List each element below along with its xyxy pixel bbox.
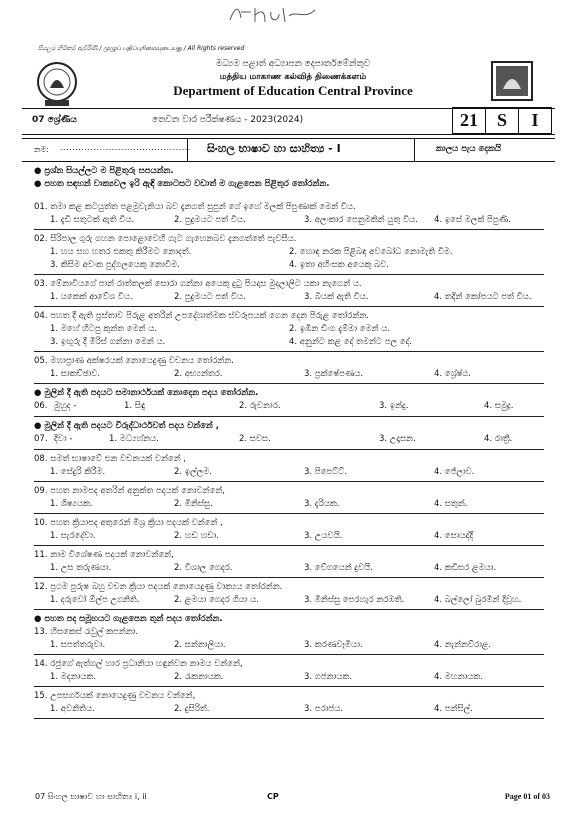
exam-info-bar — [22, 108, 555, 135]
question-text: රජුගේ ඇත්ගල් හාර ප්‍රධානියා හඳුන්වන නාමය වන්නේ, — [50, 659, 243, 669]
option-4[interactable]: 4. සොයද්දී — [434, 531, 474, 541]
option-4[interactable]: 4. මහනායක. — [434, 672, 484, 682]
option-1[interactable]: 1. සිඳු — [124, 401, 146, 411]
instruction-1: ● ප්‍රශ්න සියල්ලට ම පිළිතුරු සපයන්න. — [34, 166, 174, 176]
option-3[interactable]: 3. පරාජය. — [304, 704, 344, 714]
option-3[interactable]: 3. ගජනායක. — [304, 672, 353, 682]
option-1[interactable]: 1. දැඩි සතුටක් ඇති විය. — [50, 215, 135, 225]
question-number: 08. — [34, 454, 48, 464]
question-number: 05. — [34, 356, 48, 366]
option-2[interactable]: 2. විශාල ගෙදර. — [174, 563, 233, 573]
option-3[interactable]: 3. දැරියක. — [304, 499, 340, 509]
option-4[interactable]: 4. ජේලාව. — [434, 467, 475, 477]
option-3[interactable]: 3. ඉන්දු. — [379, 401, 409, 411]
question-02 — [34, 234, 544, 275]
option-3[interactable]: 3. මිනිස්සු පෙරහැර නරඹති. — [304, 595, 405, 605]
question-03 — [34, 279, 544, 307]
option-2[interactable]: 2. දුසිරිත්. — [174, 704, 210, 714]
question-text: හිසකෙස් රැවුල් කපන්නා. — [50, 627, 139, 637]
question-text: තමා කළ කටයුත්ත පළමුවැනියා බව දැනගත් සුපුන් ගේ ඉහේ මලක් පිපුණාක් මෙන් විය. — [50, 202, 356, 212]
dept-english: Department of Education Central Province — [173, 83, 413, 98]
question-number: 01. — [34, 202, 48, 212]
question-04 — [34, 311, 544, 352]
exam-title: තෙවන වාර පරීක්ෂණය - 2023(2024) — [152, 115, 304, 125]
question-08 — [34, 454, 544, 482]
dept-sinhala: මධ්‍යම පළාත් අධ්‍යාපන දෙපාර්තමේන්තුව — [215, 59, 371, 69]
option-2[interactable]: 2. හඩ හඩා. — [174, 531, 219, 541]
question-word: මුහුද - — [54, 401, 77, 411]
question-text: මේනාවියගේ පාන් රාත්තලක් සොරා ගන්නා අයෙකු දුටු පියදාස මුදලාලිට යකා නැගෙන් ය. — [50, 279, 362, 289]
option-2[interactable]: 2. ඉල්ලම. — [174, 467, 212, 477]
question-word: දිවා - — [54, 434, 73, 444]
option-4[interactable]: 4. කඩිසර ළමයා. — [434, 563, 497, 573]
option-1[interactable]: 1. මහේ හිටපු කුන්ත මෙන් ය. — [50, 324, 158, 334]
option-2[interactable]: 2. මිනිස්සු. — [174, 499, 213, 509]
option-2[interactable]: 2. සන්නාලියා. — [174, 640, 226, 650]
instruction-2: ● පහත සඳහන් වාක්‍යවල ඉරි ඇඳි කොටසට වඩාත් ම ගැළපෙන පිළිතුර තෝරන්න. — [34, 179, 330, 189]
question-11 — [34, 550, 544, 578]
question-text: සමත් භාෂාවේ එන වචනයක් වන්නේ , — [50, 454, 187, 464]
question-05 — [34, 356, 544, 384]
question-09 — [34, 486, 544, 514]
question-text: ප්‍රථම පුරුෂ බහු වචන ක්‍රියා පදයක් නොයෙදුණු වාක්‍යය තෝරන්න. — [50, 582, 283, 592]
question-12 — [34, 582, 544, 610]
department-heading — [150, 58, 436, 97]
option-4[interactable]: 4. තදින් කෝපයට පත් විය. — [434, 292, 532, 302]
option-1[interactable]: 1. සේදුරි කිරීම. — [50, 467, 106, 477]
instruction-synonym: ● මුලින් දී ඇති පදයට සමානාර්ථයක් නොදෙන පදය තෝරන්න. — [34, 388, 259, 398]
question-number: 03. — [34, 279, 48, 289]
option-1[interactable]: 1. සාකච්ඡාව. — [50, 369, 101, 379]
paper-code — [452, 107, 552, 134]
footer-province: CP — [267, 792, 279, 801]
option-3[interactable]: 3. වේගයෙන් දුවයි. — [304, 563, 373, 573]
question-number: 12. — [34, 582, 48, 592]
option-2[interactable]: 2. පුදුමයට පත් විය. — [174, 215, 246, 225]
option-4[interactable]: 4. ඉසේ මලක් පිපුණි. — [434, 215, 511, 225]
handwritten-mark — [225, 2, 320, 26]
option-1[interactable]: 1. උස තරුණයා. — [50, 563, 112, 573]
question-number: 02. — [34, 234, 48, 244]
option-4[interactable]: 4. රාත්‍රී. — [484, 434, 513, 444]
option-1[interactable]: 1. අවනිතිය. — [50, 704, 95, 714]
copyright-notice: සියලුම හිමිකම් ඇවිරිණි / முழுப் பதிப்புரிமையுடையது / All Rights reserved — [38, 45, 245, 52]
question-text: පහත දී ඇති ප්‍රස්තාව පිරුළ අතරින් උපදේශාත්මක ස්වරූපයක් ගෙන දෙන පිරුළ තෝරන්න. — [50, 311, 369, 321]
paper-code-part: I — [531, 110, 539, 130]
question-14 — [34, 659, 544, 687]
footer-page-number: Page 01 of 03 — [504, 792, 550, 801]
question-07 — [34, 434, 544, 450]
question-text: පහත ක්‍රියාපද අතුරෙන් මිශ්‍ර ක්‍රියා පදයක් වන්නේ , — [50, 518, 223, 528]
option-2[interactable]: 2. ඉඹින ඩිංග දැම්මා මෙන් ය. — [289, 324, 391, 334]
dept-tamil: மத்திய மாகாண கல்வித் திணைக்களம் — [219, 72, 367, 82]
option-2[interactable]: 2. ළමයා ගෙදර ගියා ය. — [174, 595, 259, 605]
option-3[interactable]: 3. කිසිම අවංක පුද්ගලයෙකු නොවීම. — [50, 260, 180, 270]
name-subject-bar — [22, 138, 555, 162]
subject-title: සිංහල භාෂාව හා සාහිත්‍ය - I — [207, 142, 341, 155]
question-number: 11. — [34, 550, 48, 560]
option-1[interactable]: 1. සැරදේවා. — [50, 531, 96, 541]
question-number: 09. — [34, 486, 48, 496]
option-4[interactable]: 4. අනුන්ට කළ දේ තමන්ට පල දේ. — [289, 337, 412, 347]
paper-code-number: 21 — [453, 108, 486, 133]
question-06 — [34, 401, 544, 417]
question-text: මහාප්‍රාණ අක්ෂරයක් නොයෙදුණු වචනය තෝරන්න. — [50, 356, 234, 366]
name-field[interactable]: ........................................... — [60, 143, 191, 152]
option-2[interactable]: 2. රැකනායක. — [174, 672, 224, 682]
instruction-antonym: ● මුලින් දී ඇති පදයට විරුද්ධාර්ථවත් පදය වන්නේ , — [34, 421, 219, 431]
question-number: 10. — [34, 518, 48, 528]
instruction-sounding: ● පහත පද සමූහයට ගැළපෙන තුන් පදය තෝරන්න. — [34, 614, 223, 624]
question-number: 15. — [34, 691, 48, 701]
question-number: 07. — [34, 434, 48, 444]
option-4[interactable]: 4. ශ්‍රේෂ්ඨ. — [434, 369, 471, 379]
option-1[interactable]: 1. ශිෂ්‍යයක. — [50, 499, 93, 509]
province-flag-icon — [491, 61, 533, 101]
option-2[interactable]: 2. හොඳ නරක පිළිබඳ අවබෝධ නොමැති විම. — [289, 247, 453, 257]
question-15 — [34, 691, 544, 719]
question-number: 13. — [34, 627, 48, 637]
question-number: 06. — [34, 401, 48, 411]
option-1[interactable]: 1. යකෙක් ආවේශ විය. — [50, 292, 133, 302]
option-3[interactable]: 3. පිපෙට්ට්. — [304, 467, 348, 477]
time-allowed: කාලය පැය දෙකයි — [436, 144, 502, 154]
grade-label: 07 ශ්‍රේණිය — [32, 115, 77, 125]
question-text: පහත නාමපද අතරින් අනුක්ත පදයක් නොවන්නේ, — [50, 486, 225, 496]
option-1[interactable]: 1. හය සහ හතර එකතු කිරීමට නොදත්. — [50, 247, 192, 257]
question-13 — [34, 627, 544, 655]
option-2[interactable]: 2. පුදුමයට පත් විය. — [174, 292, 246, 302]
option-3[interactable]: 3. උදෑසන. — [379, 434, 416, 444]
question-number: 04. — [34, 311, 48, 321]
option-3[interactable]: 3. ප්‍රක්ෂේපණය. — [304, 369, 364, 379]
option-4[interactable]: 4. පන්සිල්. — [434, 704, 473, 714]
name-label: නම: — [34, 145, 49, 154]
option-4[interactable]: 4. නැන්නව්රාළ. — [434, 640, 492, 650]
footer-subject: 07 සිංහල භාෂාව හා සාහිත්‍ය i, ii — [35, 792, 147, 801]
option-2[interactable]: 2. සවස. — [239, 434, 271, 444]
option-4[interactable]: 4. සමුද්‍ර. — [484, 401, 514, 411]
question-01 — [34, 202, 544, 230]
option-3[interactable]: 3. ඉඟුරු දී මිරිස් ගන්නා මෙන් ය. — [50, 337, 166, 347]
paper-code-language: S — [486, 108, 519, 133]
option-4[interactable]: 4. බල්ලෝ බුරමින් දිවූහ. — [434, 595, 522, 605]
question-list — [34, 166, 544, 723]
option-3[interactable]: 3. කරණවෑමියා. — [304, 640, 363, 650]
question-text: සිරිපාල ගුරු ගහන පොළොවෙහි ගැට ගැහෙනබව දැනගත්තේ පැවසීය. — [50, 234, 297, 244]
option-2[interactable]: 2. අභ්‍යන්තර. — [174, 369, 223, 379]
question-10 — [34, 518, 544, 546]
option-2[interactable]: 2. රුවනාර. — [239, 401, 281, 411]
sri-lanka-emblem-icon — [35, 60, 79, 108]
question-number: 14. — [34, 659, 48, 669]
option-1[interactable]: 1. සපත්තරුවා. — [50, 640, 106, 650]
option-1[interactable]: 1. මධ්‍යහ්නය. — [109, 434, 159, 444]
question-text: උපසර්ගයක් නොයෙදුණු වචනය වන්නේ, — [50, 691, 196, 701]
option-4[interactable]: 4. සතුන්. — [434, 499, 468, 509]
option-3[interactable]: 3. අලංකාර පෙනුමකින් යුතු විය. — [304, 215, 418, 225]
option-3[interactable]: 3. උයවයි. — [304, 531, 343, 541]
option-1[interactable]: 1. දරුවෝ ඕල්ප උගනිති. — [50, 595, 140, 605]
option-4[interactable]: 4. ඉතා අහිංසක අයෙකු බව. — [289, 260, 389, 270]
option-3[interactable]: 3. බියක් ඇති විය. — [304, 292, 369, 302]
option-1[interactable]: 1. මදනායක. — [50, 672, 97, 682]
question-text: නාම විශේෂණ පදයක් නොවන්නේ, — [50, 550, 174, 560]
